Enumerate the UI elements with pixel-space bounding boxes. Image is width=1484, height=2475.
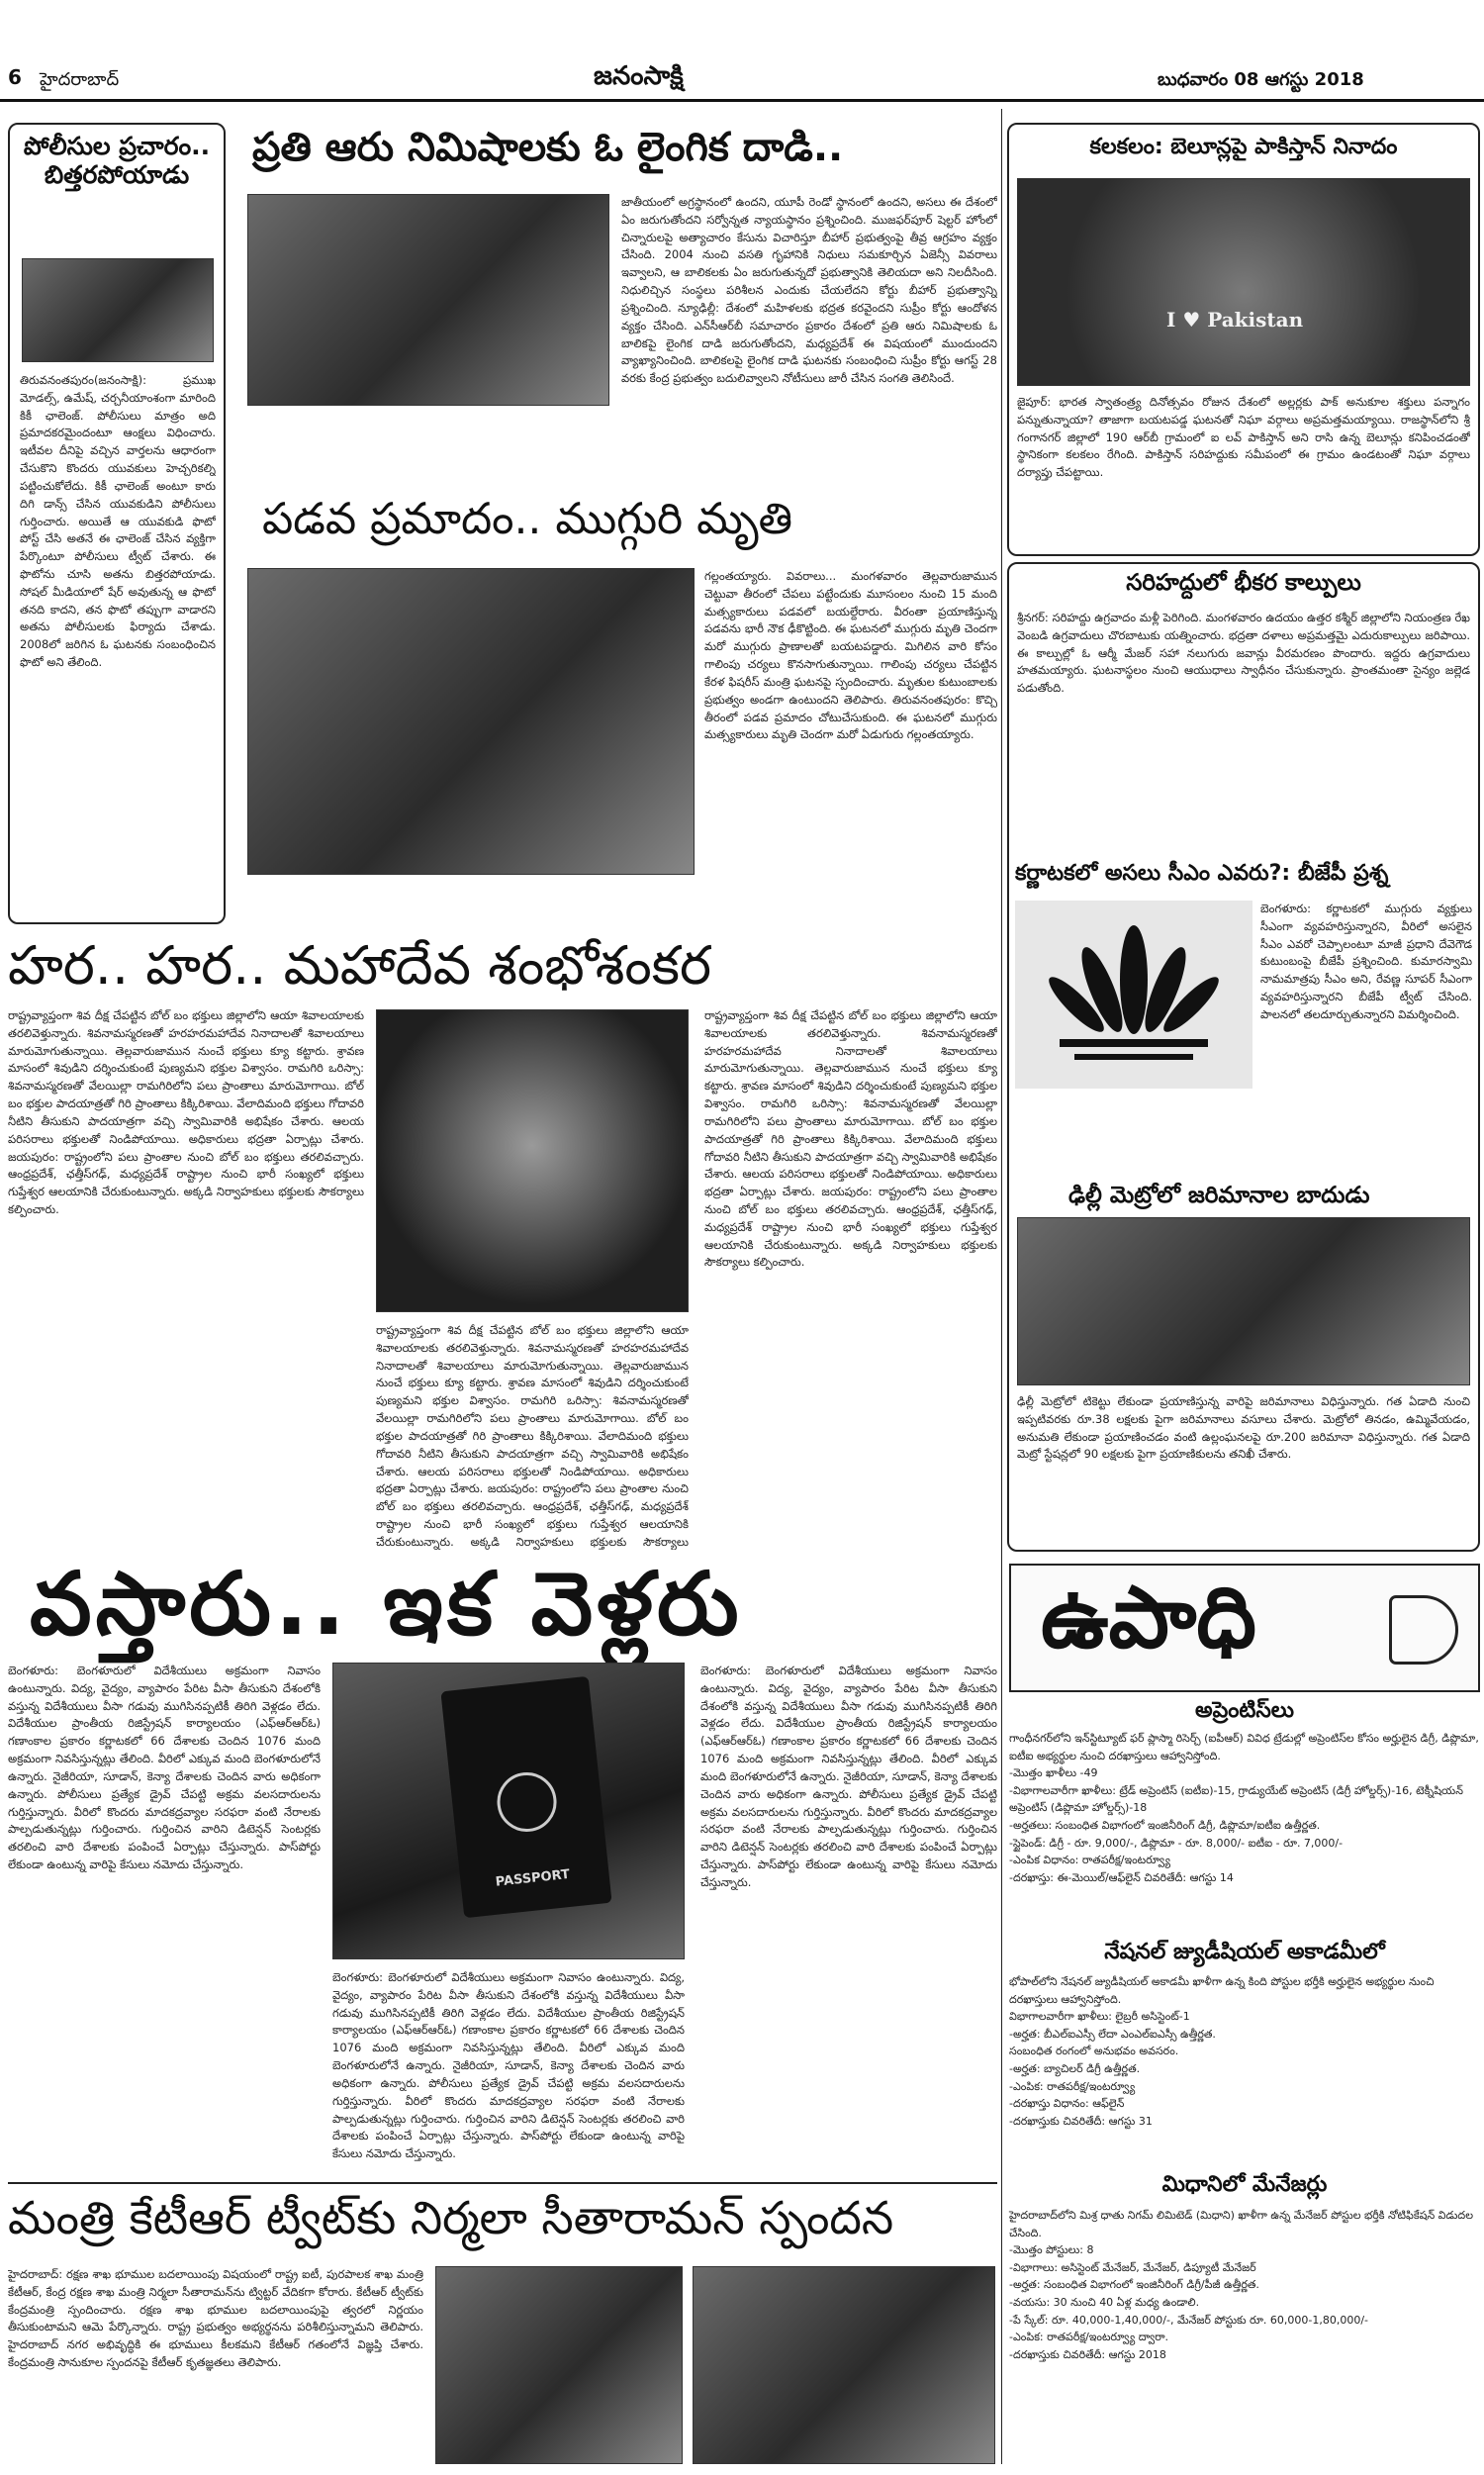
police-body: తిరువనంతపురం(జనంసాక్షి): ప్రముఖ మోడల్స్, ఉమేష్, చర్చనీయాంశంగా మారింది కికీ ఛాలెంజ్. పోలీసులు మాత్రం అది ప్రమాదకరమైందంటూ ఆంక్షలు విధించారు. ఇటీవల దీనిపై వచ్చిన వార్తలను ఆధారంగా చేసుకొని కొందరు యువకులు హెచ్చరికల్ని పట్టించుకోలేదు. కికీ ఛాలెంజ్ అంటూ కారు దిగి డాన్స్ చేసిన యువకుడిని పోలీసులు గుర్తించారు. అయితే ఆ యువకుడి ఫొటో పోస్ట్ చేసి అతనే ఈ ఛాలెంజ్ చేసిన వ్యక్తిగా పేర్కొంటూ పోలీసులు ట్వీట్ చేశారు. ఈ ఫొటోను చూసి అతను బిత్తరపోయాడు. సోషల్ మీడియాలో షేర్ అవుతున్న ఆ ఫొటో తనది కాదని, తన ఫొటో తప్పుగా వాడారని అతను పోలీసులకు ఫిర్యాదు చేశాడు. 2008లో జరిగిన ఓ ఘటనకు సంబంధించిన ఫొటో అని తేలింది. [20, 373, 216, 669]
masthead [594, 61, 684, 97]
karnataka-headline: కర్ణాటకలో అసలు సీఎం ఎవరు?: బీజేపీ ప్రశ్న [1015, 861, 1389, 886]
jobs-line: సంబంధిత రంగంలో అనుభవం అవసరం. [1009, 2045, 1179, 2058]
shiva-body-col2: రాష్ట్రవ్యాప్తంగా శివ దీక్ష చేపట్టిన బోల్ బం భక్తులు జిల్లాలోని ఆయా శివాలయాలకు తరలివెళ్తున్నారు. శివనామస్మరణతో హరహరమహాదేవ నినాదాలతో శివాలయాలు మారుమోగుతున్నాయి. తెల్లవారుజామున నుంచే భక్తులు క్యూ కట్టారు. శ్రావణ మాసంలో శివుడిని దర్శించుకుంటే పుణ్యమని భక్తుల విశ్వాసం. రామగిరి ఒరిస్సా: శివనామస్మరణతో వేలయిల్లా రామగిరిలోని పలు ప్రాంతాలు మారుమోగాయి. బోల్ బం భక్తుల పాదయాత్రతో గిరి ప్రాంతాలు కిక్కిరిశాయి. వేలాదిమంది భక్తులు గోదావరి నీటిని తీసుకుని పాదయాత్రగా వచ్చి స్వామివారికి అభిషేకం చేశారు. ఆలయ పరిసరాలు భక్తులతో నిండిపోయాయి. అధికారులు భద్రతా ఏర్పాట్లు చేశారు. జయపురం: రాష్ట్రంలోని పలు ప్రాంతాల నుంచి బోల్ బం భక్తులు తరలివచ్చారు. ఆంధ్రప్రదేశ్, ఛత్తీస్‌గఢ్, మధ్యప్రదేశ్ రాష్ట్రాల నుంచి భారీ సంఖ్యలో భక్తులు గుప్తేశ్వర ఆలయానికి చేరుకుంటున్నారు. అక్కడి నిర్వాహకులు భక్తులకు సౌకర్యాలు [376, 1323, 689, 1549]
foreigners-headline: వస్తారు.. ఇక వెళ్లరు [30, 1553, 743, 1655]
city-label: హైదరాబాద్ [40, 69, 120, 90]
protest-photo [247, 194, 609, 406]
pakistan-headline: కలకలం: బెలూన్లపై పాకిస్తాన్ నినాదం [1089, 135, 1398, 159]
jobs-line: -దరఖాస్తు విధానం: ఆఫ్‌లైన్ [1009, 2097, 1125, 2111]
jobs-line: -వయసు: 30 నుంచి 40 ఏళ్ల మధ్య ఉండాలి. [1009, 2295, 1200, 2309]
jobs-line: -మొత్తం ఖాళీలు -49 [1009, 1766, 1098, 1780]
jobs-line: -దరఖాస్తుకు చివరితేదీ: ఆగస్టు 31 [1009, 2114, 1153, 2128]
jobs-section3-list [1009, 2207, 1480, 2363]
jobs-line: -అర్హతలు: సంబంధిత విభాగంలో ఇంజినీరింగ్ డిగ్రీ, డిప్లొమా/ఐటీఐ ఉత్తీర్ణత. [1009, 1818, 1321, 1832]
rescue-photo [247, 568, 695, 875]
jobs-section2-list [1009, 1973, 1480, 2130]
balloon-text: I ♥ Pakistan [1166, 308, 1304, 332]
jobs-line: భోపాల్‌లోని నేషనల్ జ్యుడీషియల్ అకాడమీ ఖాళీగా ఉన్న కింది పోస్టుల భర్తీకి అర్హులైన అభ్యర్థుల నుంచి దరఖాస్తులు ఆహ్వానిస్తోంది. [1009, 1975, 1435, 2006]
story2-headline: పడవ ప్రమాదం.. ముగ్గురి మృతి [262, 494, 792, 544]
jobs-section2-title: నేషనల్ జ్యుడీషియల్ అకాడమీలో [1104, 1940, 1385, 1964]
story1-body: జాతీయంలో అగ్రస్థానంలో ఉందని, యూపీ రెండో స్థానంలో ఉందని, అసలు ఈ దేశంలో ఏం జరుగుతోందని సర్వోన్నత న్యాయస్థానం ప్రశ్నించింది. ముజఫర్‌పూర్ షెల్టర్ హోంలో చిన్నారులపై అత్యాచారం కేసును విచారిస్తూ బీహార్ ప్రభుత్వంపై తీవ్ర ఆగ్రహం వ్యక్తం చేసింది. 2004 నుంచి వసతి గృహానికి నిధులు సమకూర్చిన ఏజెన్సీ వివరాలు ఇవ్వాలని, ఆ బాలికలకు ఏం జరుగుతున్నదో ప్రభుత్వానికి తెలియదా అని నిలదీసింది. నిధులిచ్చిన సంస్థలు పరిశీలన ఎందుకు చేయలేదని కోర్టు బీహార్ ప్రభుత్వాన్ని ప్రశ్నించింది. న్యూఢిల్లీ: దేశంలో మహిళలకు భద్రత కరవైందని సుప్రీం కోర్టు ఆందోళన వ్యక్తం చేసింది. ఎన్‌సీఆర్‌బీ సమాచారం ప్రకారం దేశంలో ప్రతి ఆరు నిమిషాలకు ఓ బాలికపై లైంగిక దాడి జరుగుతోందని, మధ్యప్రదేశ్ ఈ విషయంలో ముందుందని వ్యాఖ్యానించింది. బాలికలపై లైంగిక దాడి ఘటనకు సంబంధించి సుప్రీం కోర్టు ఆగస్ట్ 28 వరకు కేంద్ర ప్రభుత్వం బదులివ్వాలని నోటీసులు జారీ చేసిన సంగతి తెలిసిందే. [621, 195, 997, 386]
pakistan-body: జైపూర్: భారత స్వాతంత్ర్య దినోత్సవం రోజున దేశంలో అల్లర్లకు పాక్ అనుకూల శక్తులు పన్నాగం పన్నుతున్నాయా? తాజాగా బయటపడ్డ ఘటనతో నిఘా వర్గాలు అప్రమత్తమయ్యాయి. రాజస్థాన్‌లోని శ్రీ గంగానగర్ జిల్లాలో 190 ఆర్‌బీ గ్రామంలో ఐ లవ్ పాకిస్తాన్ అని రాసి ఉన్న బెలూన్లు కనిపించడంతో స్థానికంగా కలకలం రేగింది. పాకిస్తాన్ సరిహద్దుకు సమీపంలో ఈ గ్రామం ఉండటంతో నిఘా వర్గాలు దర్యాప్తు చేపట్టాయి. [1017, 395, 1470, 480]
delhi-metro-headline: ఢిల్లీ మెట్రోలో జరిమానాల బాదుడు [1068, 1183, 1370, 1208]
section-divider [8, 2182, 997, 2184]
foreigners-body-col1: బెంగళూరు: బెంగళూరులో విదేశీయులు అక్రమంగా నివాసం ఉంటున్నారు. విద్య, వైద్యం, వ్యాపారం పేరిట వీసా తీసుకుని దేశంలోకి వస్తున్న విదేశీయులు వీసా గడువు ముగిసినప్పటికీ తిరిగి వెళ్లడం లేదు. విదేశీయుల ప్రాంతీయ రిజిస్ట్రేషన్ కార్యాలయం (ఎఫ్‌ఆర్‌ఆర్‌ఓ) గణాంకాల ప్రకారం కర్ణాటకలో 66 దేశాలకు చెందిన 1076 మంది అక్రమంగా నివసిస్తున్నట్లు తేలింది. వీరిలో ఎక్కువ మంది బెంగళూరులోనే ఉన్నారు. నైజీరియా, సూడాన్, కెన్యా దేశాలకు చెందిన వారు అధికంగా ఉన్నారు. పోలీసులు ప్రత్యేక డ్రైవ్ చేపట్టి అక్రమ వలసదారులను గుర్తిస్తున్నారు. వీరిలో కొందరు మాదకద్రవ్యాల సరఫరా వంటి నేరాలకు పాల్పడుతున్నట్లు గుర్తించారు. గుర్తించిన వారిని డిటెన్షన్ సెంటర్లకు తరలించి వారి దేశాలకు పంపించే ఏర్పాట్లు చేస్తున్నారు. పాస్‌పోర్టు లేకుండా ఉంటున్న వారిపై కేసులు నమోదు చేస్తున్నారు. [8, 1664, 321, 1871]
issue-date: బుధవారం 08 ఆగస్టు 2018 [1158, 69, 1364, 90]
shiva-headline: హర.. హర.. మహాదేవ శంభోశంకర [8, 934, 712, 997]
passport-emblem-icon [495, 1769, 560, 1835]
jobs-line: గాంధీనగర్‌లోని ఇన్‌స్టిట్యూట్ ఫర్ ప్లాస్మా రిసెర్చ్ (ఐపీఆర్) వివిధ ట్రేడుల్లో అప్రెంటిస్‌ల కోసం అర్హులైన డిగ్రీ, డిప్లొమా, ఐటీఐ అభ్యర్థుల నుంచి దరఖాస్తులు ఆహ్వానిస్తోంది. [1009, 1732, 1479, 1762]
jobs-banner-title: ఉపాధి [1041, 1569, 1257, 1667]
jobs-line: -దరఖాస్తుకు చివరితేదీ: ఆగస్టు 2018 [1009, 2347, 1166, 2361]
shiva-idol-photo [376, 1009, 689, 1312]
jobs-line: విభాగాలవారీగా ఖాళీలు: లైబ్రరీ అసిస్టెంట్-1 [1009, 2010, 1190, 2024]
jobs-banner [1009, 1564, 1480, 1692]
column-divider [1001, 109, 1002, 2464]
passport-cover [440, 1676, 611, 1918]
lotus-icon [1015, 901, 1252, 1089]
jobs-line: -ఎంపిక: రాతపరీక్ష/ఇంటర్వ్యూ [1009, 2079, 1136, 2093]
police-story [8, 123, 226, 924]
police-photo [22, 258, 214, 362]
jobs-line: -అర్హత: బ్యాచిలర్ డిగ్రీ ఉత్తీర్ణత. [1009, 2061, 1141, 2075]
jobs-line: -మొత్తం పోస్టులు: 8 [1009, 2243, 1094, 2257]
jobs-line: -ఎంపిక విధానం: రాతపరీక్ష/ఇంటర్వ్యూ [1009, 1854, 1170, 1867]
metro-photo [1017, 1217, 1470, 1385]
shiva-body-col3: రాష్ట్రవ్యాప్తంగా శివ దీక్ష చేపట్టిన బోల్ బం భక్తులు జిల్లాలోని ఆయా శివాలయాలకు తరలివెళ్తున్నారు. శివనామస్మరణతో హరహరమహాదేవ నినాదాలతో శివాలయాలు మారుమోగుతున్నాయి. తెల్లవారుజామున నుంచే భక్తులు క్యూ కట్టారు. శ్రావణ మాసంలో శివుడిని దర్శించుకుంటే పుణ్యమని భక్తుల విశ్వాసం. రామగిరి ఒరిస్సా: శివనామస్మరణతో వేలయిల్లా రామగిరిలోని పలు ప్రాంతాలు మారుమోగాయి. బోల్ బం భక్తుల పాదయాత్రతో గిరి ప్రాంతాలు కిక్కిరిశాయి. వేలాదిమంది భక్తులు గోదావరి నీటిని తీసుకుని పాదయాత్రగా వచ్చి స్వామివారికి అభిషేకం చేశారు. ఆలయ పరిసరాలు భక్తులతో నిండిపోయాయి. అధికారులు భద్రతా ఏర్పాట్లు చేశారు. జయపురం: రాష్ట్రంలోని పలు ప్రాంతాల నుంచి బోల్ బం భక్తులు తరలివచ్చారు. ఆంధ్రప్రదేశ్, ఛత్తీస్‌గఢ్, మధ్యప్రదేశ్ రాష్ట్రాల నుంచి భారీ సంఖ్యలో భక్తులు గుప్తేశ్వర ఆలయానికి చేరుకుంటున్నారు. అక్కడి నిర్వాహకులు భక్తులకు సౌకర్యాలు కల్పించారు. [704, 1008, 997, 1270]
ktr-headline: మంత్రి కేటీఆర్ ట్వీట్‌కు నిర్మలా సీతారామన్ స్పందన [8, 2191, 894, 2244]
pakistan-story [1007, 123, 1480, 556]
jobs-line: -అర్హత: సంబంధిత విభాగంలో ఇంజినీరింగ్ డిగ్రీ/పీజీ ఉత్తీర్ణత. [1009, 2278, 1259, 2292]
passport-photo [332, 1663, 685, 1959]
border-story [1007, 562, 1480, 1552]
ktr-body: హైదరాబాద్: రక్షణ శాఖ భూముల బదలాయింపు విషయంలో రాష్ట్ర ఐటీ, పురపాలక శాఖ మంత్రి కేటీఆర్, కేంద్ర రక్షణ శాఖ మంత్రి నిర్మలా సీతారామన్‌ను ట్విట్టర్ వేదికగా కోరారు. కేటీఆర్ ట్వీట్‌కు కేంద్రమంత్రి స్పందించారు. రక్షణ శాఖ భూముల బదలాయింపుపై త్వరలో నిర్ణయం తీసుకుంటామని ఆమె పేర్కొన్నారు. రాష్ట్ర ప్రభుత్వం అభ్యర్థనను పరిశీలిస్తున్నామని తెలిపారు. హైదరాబాద్ నగర అభివృద్ధికి ఈ భూములు కీలకమని కేటీఆర్ గతంలోనే విజ్ఞప్తి చేశారు. కేంద్రమంత్రి సానుకూల స్పందనపై కేటీఆర్ కృతజ్ఞతలు తెలిపారు. [8, 2267, 423, 2370]
jobs-section1-list [1009, 1730, 1480, 1886]
border-headline: సరిహద్దులో భీకర కాల్పులు [1126, 570, 1361, 596]
passport-label: PASSPORT [495, 1866, 571, 1890]
jobs-line: -పే స్కేల్: రూ. 40,000-1,40,000/-, మేనేజర్ పోస్టుకు రూ. 60,000-1,80,000/- [1009, 2313, 1369, 2327]
jobs-line: -విభాగాలవారీగా ఖాళీలు: ట్రేడ్ అప్రెంటిస్ (ఐటీఐ)-15, గ్రాడ్యుయేట్ అప్రెంటిస్ (డిగ్రీ హోల్డర్స్)-16, టెక్నీషియన్ అప్రెంటిస్ (డిప్లొమా హోల్డర్స్)-18 [1009, 1783, 1463, 1815]
bjp-lotus-logo [1015, 901, 1252, 1089]
foreigners-body-col3: బెంగళూరు: బెంగళూరులో విదేశీయులు అక్రమంగా నివాసం ఉంటున్నారు. విద్య, వైద్యం, వ్యాపారం పేరిట వీసా తీసుకుని దేశంలోకి వస్తున్న విదేశీయులు వీసా గడువు ముగిసినప్పటికీ తిరిగి వెళ్లడం లేదు. విదేశీయుల ప్రాంతీయ రిజిస్ట్రేషన్ కార్యాలయం (ఎఫ్‌ఆర్‌ఆర్‌ఓ) గణాంకాల ప్రకారం కర్ణాటకలో 66 దేశాలకు చెందిన 1076 మంది అక్రమంగా నివసిస్తున్నట్లు తేలింది. వీరిలో ఎక్కువ మంది బెంగళూరులోనే ఉన్నారు. నైజీరియా, సూడాన్, కెన్యా దేశాలకు చెందిన వారు అధికంగా ఉన్నారు. పోలీసులు ప్రత్యేక డ్రైవ్ చేపట్టి అక్రమ వలసదారులను గుర్తిస్తున్నారు. వీరిలో కొందరు మాదకద్రవ్యాల సరఫరా వంటి నేరాలకు పాల్పడుతున్నట్లు గుర్తించారు. గుర్తించిన వారిని డిటెన్షన్ సెంటర్లకు తరలించి వారి దేశాలకు పంపించే ఏర్పాట్లు చేస్తున్నారు. పాస్‌పోర్టు లేకుండా ఉంటున్న వారిపై కేసులు నమోదు చేస్తున్నారు. [700, 1664, 997, 1889]
jobs-line: -అర్హత: బీఎల్ఐఎస్సీ లేదా ఎంఎల్ఐఎస్సీ ఉత్తీర్ణత. [1009, 2027, 1216, 2041]
header-divider [0, 99, 1484, 102]
jobs-line: -ఎంపిక: రాతపరీక్ష/ఇంటర్వ్యూ ద్వారా. [1009, 2331, 1168, 2344]
paper-name: జనంసాక్షి [594, 61, 684, 91]
police-headline: పోలీసుల ప్రచారం.. బిత్తరపోయాడు [23, 132, 211, 189]
border-body: శ్రీనగర్: సరిహద్దు ఉగ్రవాదం మళ్లీ పెరిగింది. మంగళవారం ఉదయం ఉత్తర కశ్మీర్ జిల్లాలోని నియంత్రణ రేఖ వెంబడి ఉగ్రవాదులు చొరబాటుకు యత్నించారు. భద్రతా దళాలు అప్రమత్తమై ఎదురుకాల్పులు జరిపాయి. ఈ కాల్పుల్లో ఓ ఆర్మీ మేజర్ సహా నలుగురు జవాన్లు వీరమరణం పొందారు. ఇద్దరు ఉగ్రవాదులు హతమయ్యారు. ఘటనాస్థలం నుంచి ఆయుధాలు స్వాధీనం చేసుకున్నారు. ప్రాంతమంతా సైన్యం జల్లెడ పడుతోంది. [1017, 611, 1470, 696]
karnataka-body: బెంగళూరు: కర్ణాటకలో ముగ్గురు వ్యక్తులు సీఎంగా వ్యవహరిస్తున్నారని, వీరిలో అసలైన సీఎం ఎవరో చెప్పాలంటూ మాజీ ప్రధాని దేవెగౌడ కుటుంబంపై బీజేపీ ప్రశ్నించింది. కుమారస్వామి నామమాత్రపు సీఎం అని, రేవణ్ణ సూపర్ సీఎంగా వ్యవహరిస్తున్నారని బీజేపీ ట్వీట్ చేసింది. పాలనలో తలదూర్చుతున్నారని విమర్శించింది. [1260, 902, 1472, 1021]
jobs-line: -విభాగాలు: అసిస్టెంట్ మేనేజర్, మేనేజర్, డిప్యూటీ మేనేజర్ [1009, 2260, 1256, 2274]
story1-headline: ప్రతి ఆరు నిమిషాలకు ఓ లైంగిక దాడి.. [252, 125, 844, 170]
ktr-photo [693, 2266, 995, 2464]
jobs-line: -దరఖాస్తు: ఈ-మెయిల్/ఆఫ్‌లైన్ చివరితేదీ: ఆగస్టు 14 [1009, 1870, 1234, 1884]
jobs-section3-title: మిధానిలో మేనేజర్లు [1161, 2172, 1328, 2197]
jobs-line: -స్టైపెండ్: డిగ్రీ - రూ. 9,000/-, డిప్లొమా - రూ. 8,000/- ఐటీఐ - రూ. 7,000/- [1009, 1836, 1344, 1850]
shiva-body-col1: రాష్ట్రవ్యాప్తంగా శివ దీక్ష చేపట్టిన బోల్ బం భక్తులు జిల్లాలోని ఆయా శివాలయాలకు తరలివెళ్తున్నారు. శివనామస్మరణతో హరహరమహాదేవ నినాదాలతో శివాలయాలు మారుమోగుతున్నాయి. తెల్లవారుజామున నుంచే భక్తులు క్యూ కట్టారు. శ్రావణ మాసంలో శివుడిని దర్శించుకుంటే పుణ్యమని భక్తుల విశ్వాసం. రామగిరి ఒరిస్సా: శివనామస్మరణతో వేలయిల్లా రామగిరిలోని పలు ప్రాంతాలు మారుమోగాయి. బోల్ బం భక్తుల పాదయాత్రతో గిరి ప్రాంతాలు కిక్కిరిశాయి. వేలాదిమంది భక్తులు గోదావరి నీటిని తీసుకుని పాదయాత్రగా వచ్చి స్వామివారికి అభిషేకం చేశారు. ఆలయ పరిసరాలు భక్తులతో నిండిపోయాయి. అధికారులు భద్రతా ఏర్పాట్లు చేశారు. జయపురం: రాష్ట్రంలోని పలు ప్రాంతాల నుంచి బోల్ బం భక్తులు తరలివచ్చారు. ఆంధ్రప్రదేశ్, ఛత్తీస్‌గఢ్, మధ్యప్రదేశ్ రాష్ట్రాల నుంచి భారీ సంఖ్యలో భక్తులు గుప్తేశ్వర ఆలయానికి చేరుకుంటున్నారు. అక్కడి నిర్వాహకులు భక్తులకు సౌకర్యాలు కల్పించారు. [8, 1008, 364, 1216]
balloon-photo [1017, 178, 1470, 386]
foreigners-body-col2: బెంగళూరు: బెంగళూరులో విదేశీయులు అక్రమంగా నివాసం ఉంటున్నారు. విద్య, వైద్యం, వ్యాపారం పేరిట వీసా తీసుకుని దేశంలోకి వస్తున్న విదేశీయులు వీసా గడువు ముగిసినప్పటికీ తిరిగి వెళ్లడం లేదు. విదేశీయుల ప్రాంతీయ రిజిస్ట్రేషన్ కార్యాలయం (ఎఫ్‌ఆర్‌ఆర్‌ఓ) గణాంకాల ప్రకారం కర్ణాటకలో 66 దేశాలకు చెందిన 1076 మంది అక్రమంగా నివసిస్తున్నట్లు తేలింది. వీరిలో ఎక్కువ మంది బెంగళూరులోనే ఉన్నారు. నైజీరియా, సూడాన్, కెన్యా దేశాలకు చెందిన వారు అధికంగా ఉన్నారు. పోలీసులు ప్రత్యేక డ్రైవ్ చేపట్టి అక్రమ వలసదారులను గుర్తిస్తున్నారు. వీరిలో కొందరు మాదకద్రవ్యాల సరఫరా వంటి నేరాలకు పాల్పడుతున్నట్లు గుర్తించారు. గుర్తించిన వారిని డిటెన్షన్ సెంటర్లకు తరలించి వారి దేశాలకు పంపించే ఏర్పాట్లు చేస్తున్నారు. పాస్‌పోర్టు లేకుండా ఉంటున్న వారిపై కేసులు నమోదు చేస్తున్నారు. [332, 1970, 685, 2161]
delhi-metro-body: ఢిల్లీ మెట్రోలో టికెట్టు లేకుండా ప్రయాణిస్తున్న వారిపై జరిమానాలు విధిస్తున్నారు. గత ఏడాది నుంచి ఇప్పటివరకు రూ.38 లక్షలకు పైగా జరిమానాలు వసూలు చేశారు. మెట్రోలో తినడం, ఉమ్మివేయడం, అనుమతి లేకుండా ప్రయాణించడం వంటి ఉల్లంఘనలపై రూ.200 జరిమానా విధిస్తున్నారు. గత ఏడాది మెట్రో స్టేషన్లలో 90 లక్షలకు పైగా ప్రయాణికులను తనిఖీ చేశారు. [1017, 1394, 1470, 1462]
jobs-line: హైదరాబాద్‌లోని మిశ్ర ధాతు నిగమ్ లిమిటెడ్ (మిధాని) ఖాళీగా ఉన్న మేనేజర్ పోస్టుల భర్తీకి నోటిఫికేషన్ విడుదల చేసింది. [1009, 2209, 1473, 2239]
jobs-section1-title: అప్రెంటిస్‌లు [1194, 1698, 1295, 1723]
nirmala-photo [435, 2266, 683, 2464]
megaphone-icon [1389, 1595, 1458, 1665]
page-number: 6 [8, 65, 22, 89]
story2-body: గల్లంతయ్యారు. వివరాలు... మంగళవారం తెల్లవారుజామున చెట్టువా తీరంలో చేపలు పట్టేందుకు మూసంలం నుంచి 15 మంది మత్స్యకారులు పడవలో బయల్దేరారు. వీరంతా ప్రయాణిస్తున్న పడవను భారీ నౌక ఢీకొట్టింది. ఈ ఘటనలో ముగ్గురు మృతి చెందగా మరో ముగ్గురు ప్రాణాలతో బయటపడ్డారు. మిగిలిన వారి కోసం గాలింపు చర్యలు కొనసాగుతున్నాయి. గాలింపు చర్యలు చేపట్టిన కేరళ ఫిషరీస్ మంత్రి ఘటనపై స్పందించారు. మృతుల కుటుంబాలకు ప్రభుత్వం అండగా ఉంటుందని తెలిపారు. తిరువనంతపురం: కొచ్చి తీరంలో పడవ ప్రమాదం చోటుచేసుకుంది. ఈ ఘటనలో ముగ్గురు మత్స్యకారులు మృతి చెందగా మరో ఏడుగురు గల్లంతయ్యారు. [704, 569, 997, 742]
